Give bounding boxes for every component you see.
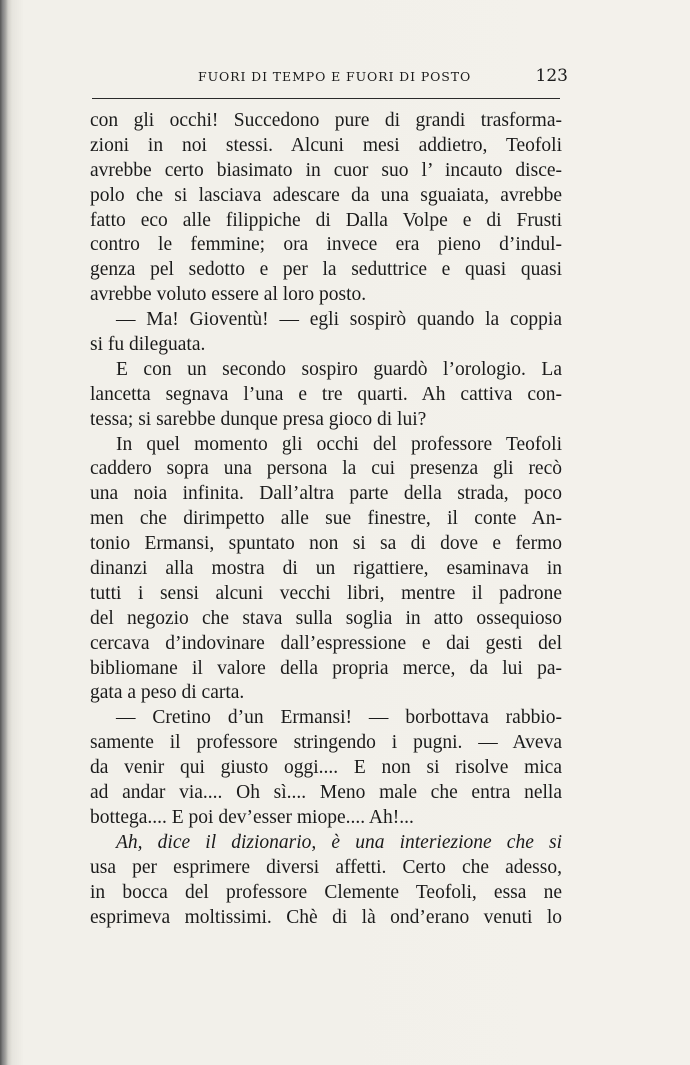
header-rule (92, 98, 560, 99)
text-line: E con un secondo sospiro guardò l’orologio. La (116, 358, 562, 380)
text-line: tutti i sensi alcuni vecchi libri, mentre il padrone (90, 582, 562, 604)
text-line: samente il professore stringendo i pugni. — Aveva (90, 732, 562, 754)
page-binding-edge (0, 0, 8, 1065)
text-line: ad andar via.... Oh sì.... Meno male che entra nella (90, 782, 562, 804)
text-line: in bocca del professore Clemente Teofoli, essa ne (90, 881, 562, 903)
page-header (92, 66, 568, 90)
text-line: fatto eco alle filippiche di Dalla Volpe e di Frusti (90, 209, 562, 231)
text-line: con gli occhi! Succedono pure di grandi trasforma- (90, 110, 562, 131)
text-line: usa per esprimere diversi affetti. Certo che adesso, (90, 856, 562, 878)
text-line: caddero sopra una persona la cui presenza gli recò (90, 458, 562, 480)
text-line: bibliomane il valore della propria merce, da lui pa- (90, 657, 562, 679)
text-line: tessa; si sarebbe dunque presa gioco di lui? (90, 408, 427, 430)
text-line: — Ma! Gioventù! — egli sospirò quando la coppia (116, 309, 562, 331)
text-line: una noia infinita. Dall’altra parte della strada, poco (90, 483, 562, 505)
text-line: avrebbe voluto essere al loro posto. (90, 284, 367, 306)
text-line: si fu dileguata. (90, 334, 206, 356)
text-line: polo che si lasciava adescare da una sguaiata, avrebbe (90, 184, 562, 206)
running-title: FUORI DI TEMPO E FUORI DI POSTO (198, 69, 472, 84)
text-line: Ah, dice il dizionario, è una interiezione che si (116, 831, 562, 853)
text-line: genza pel sedotto e per la seduttrice e quasi quasi (90, 259, 562, 281)
text-line: zioni in noi stessi. Alcuni mesi addietro, Teofoli (90, 134, 562, 156)
text-line: avrebbe certo biasimato in cuor suo l’ incauto disce- (90, 159, 562, 181)
text-line: contro le femmine; ora invece era pieno d’indul- (90, 234, 562, 256)
text-line: tonio Ermansi, spuntato non si sa di dove e fermo (90, 533, 562, 555)
body-text (90, 109, 562, 930)
text-line: — Cretino d’un Ermansi! — borbottava rabbio- (116, 707, 562, 729)
text-line: In quel momento gli occhi del professore Teofoli (116, 433, 562, 455)
page-number: 123 (535, 66, 568, 86)
text-line: esprimeva moltissimi. Chè di là ond’erano venuti lo (90, 906, 562, 928)
text-line: dinanzi alla mostra di un rigattiere, esaminava in (90, 558, 562, 580)
text-line: del negozio che stava sulla soglia in atto ossequioso (90, 607, 562, 629)
text-line: bottega.... E poi dev’esser miope.... Ah!... (90, 806, 414, 828)
text-line: gata a peso di carta. (90, 682, 245, 704)
text-line: cercava d’indovinare dall’espressione e dai gesti del (90, 632, 562, 654)
text-line: lancetta segnava l’una e tre quarti. Ah cattiva con- (90, 383, 562, 405)
text-line: men che dirimpetto alle sue finestre, il conte An- (90, 508, 562, 530)
text-line: da venir qui giusto oggi.... E non si risolve mica (90, 757, 562, 779)
